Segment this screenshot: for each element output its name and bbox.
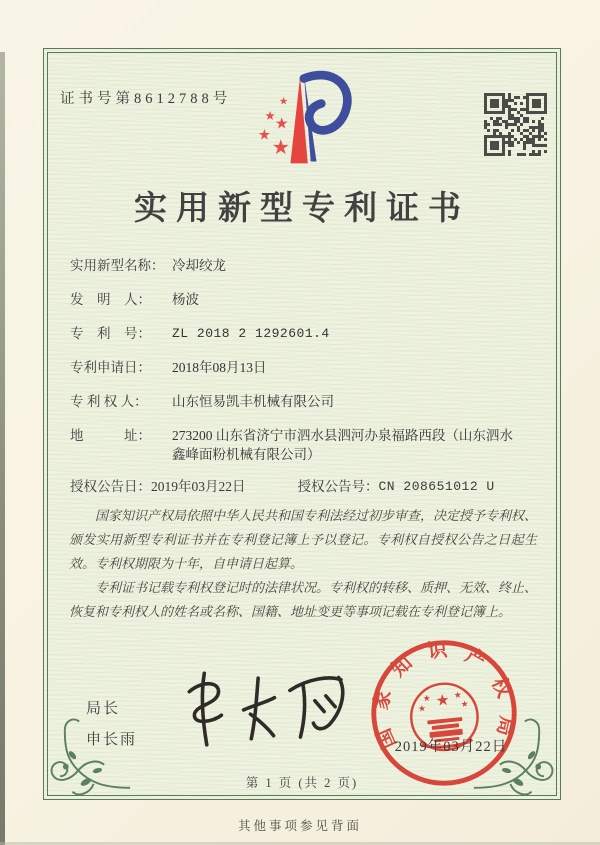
- field-value: 冷却绞龙: [172, 258, 226, 273]
- field-label: 专 利 号：: [70, 326, 151, 341]
- svg-text:★: ★: [271, 136, 290, 159]
- field-value: 2018年08月13日: [172, 360, 267, 375]
- corner-ornament-icon: [472, 711, 568, 807]
- field-label: 实用新型名称：: [70, 258, 165, 273]
- corner-ornament-icon: [36, 711, 132, 807]
- logo-bowl-icon: [304, 75, 347, 130]
- field-inventor: [70, 290, 532, 309]
- field-value: 山东恒易凯丰机械有限公司: [172, 394, 334, 409]
- page-info: 第 1 页 (共 2 页): [245, 776, 359, 790]
- field-patent-name: [70, 256, 532, 275]
- field-patentee: [70, 392, 532, 411]
- field-value: 杨波: [172, 292, 199, 307]
- svg-text:★: ★: [264, 109, 276, 123]
- grant-no: CN 208651012 U: [378, 479, 495, 494]
- field-patent-number: [70, 324, 532, 343]
- director-signature: [172, 664, 362, 752]
- field-value: ZL 2018 2 1292601.4: [172, 326, 330, 341]
- svg-text:识: 识: [426, 639, 449, 663]
- field-value: 273200 山东省济宁市泗水县泗河办泉福路西段（山东泗水鑫峰面粉机械有限公司）: [172, 428, 513, 462]
- svg-text:★: ★: [422, 692, 432, 704]
- field-label: 专 利 权 人：: [70, 394, 148, 409]
- svg-text:★: ★: [257, 127, 271, 144]
- grant-date-label: 授权公告日：: [70, 479, 151, 494]
- cnipa-patent-logo-icon: [244, 65, 360, 175]
- field-label: 专利申请日：: [70, 360, 151, 375]
- svg-text:★: ★: [434, 691, 451, 710]
- grant-no-label: 授权公告号：: [297, 479, 379, 494]
- certificate-frame: [43, 48, 561, 800]
- scan-edge-shadow: [0, 52, 5, 845]
- certificate-title: 实用新型专利证书: [134, 191, 470, 227]
- field-list: [70, 256, 532, 479]
- field-address: [70, 426, 532, 464]
- svg-text:★: ★: [417, 702, 427, 714]
- svg-text:产: 产: [461, 645, 489, 674]
- field-filing-date: [70, 358, 532, 377]
- field-label: 发 明 人：: [70, 292, 151, 307]
- svg-text:国: 国: [373, 725, 401, 752]
- footer-note: 其他事项参见背面: [237, 819, 362, 833]
- svg-text:知: 知: [388, 652, 417, 682]
- certificate-number: 证书号第8612788号: [60, 91, 232, 107]
- grant-row: [70, 477, 540, 496]
- svg-text:权: 权: [487, 674, 515, 701]
- svg-text:局: 局: [492, 714, 518, 738]
- legal-paragraph-2: 专利证书记载专利权登记时的法律状况。专利权的转移、质押、无效、终止、恢复和专利权人的姓名或名称、国籍、地址变更等事项记载在专利登记簿上。: [69, 580, 538, 619]
- signer-name: 申长雨: [86, 732, 138, 748]
- svg-text:★: ★: [278, 96, 289, 108]
- svg-text:★: ★: [453, 689, 463, 701]
- svg-text:★: ★: [460, 698, 470, 710]
- qr-code: [484, 93, 547, 156]
- signer-title: 局长: [86, 701, 121, 717]
- svg-text:家: 家: [370, 688, 396, 712]
- grant-date: 2019年03月22日: [151, 479, 246, 494]
- svg-text:★: ★: [274, 115, 289, 133]
- field-label: 地 址：: [70, 428, 151, 443]
- seal-date: 2019年03月22日: [394, 739, 508, 755]
- legal-paragraph-1: 国家知识产权局依照中华人民共和国专利法经过初步审查，决定授予专利权、颁发实用新型专利证书并在专利登记簿上予以登记。专利权自授权公告之日起生效。专利权期限为十年，自申请日起算。: [69, 508, 538, 571]
- logo-stars-icon: [258, 97, 290, 159]
- legal-text: [69, 504, 537, 624]
